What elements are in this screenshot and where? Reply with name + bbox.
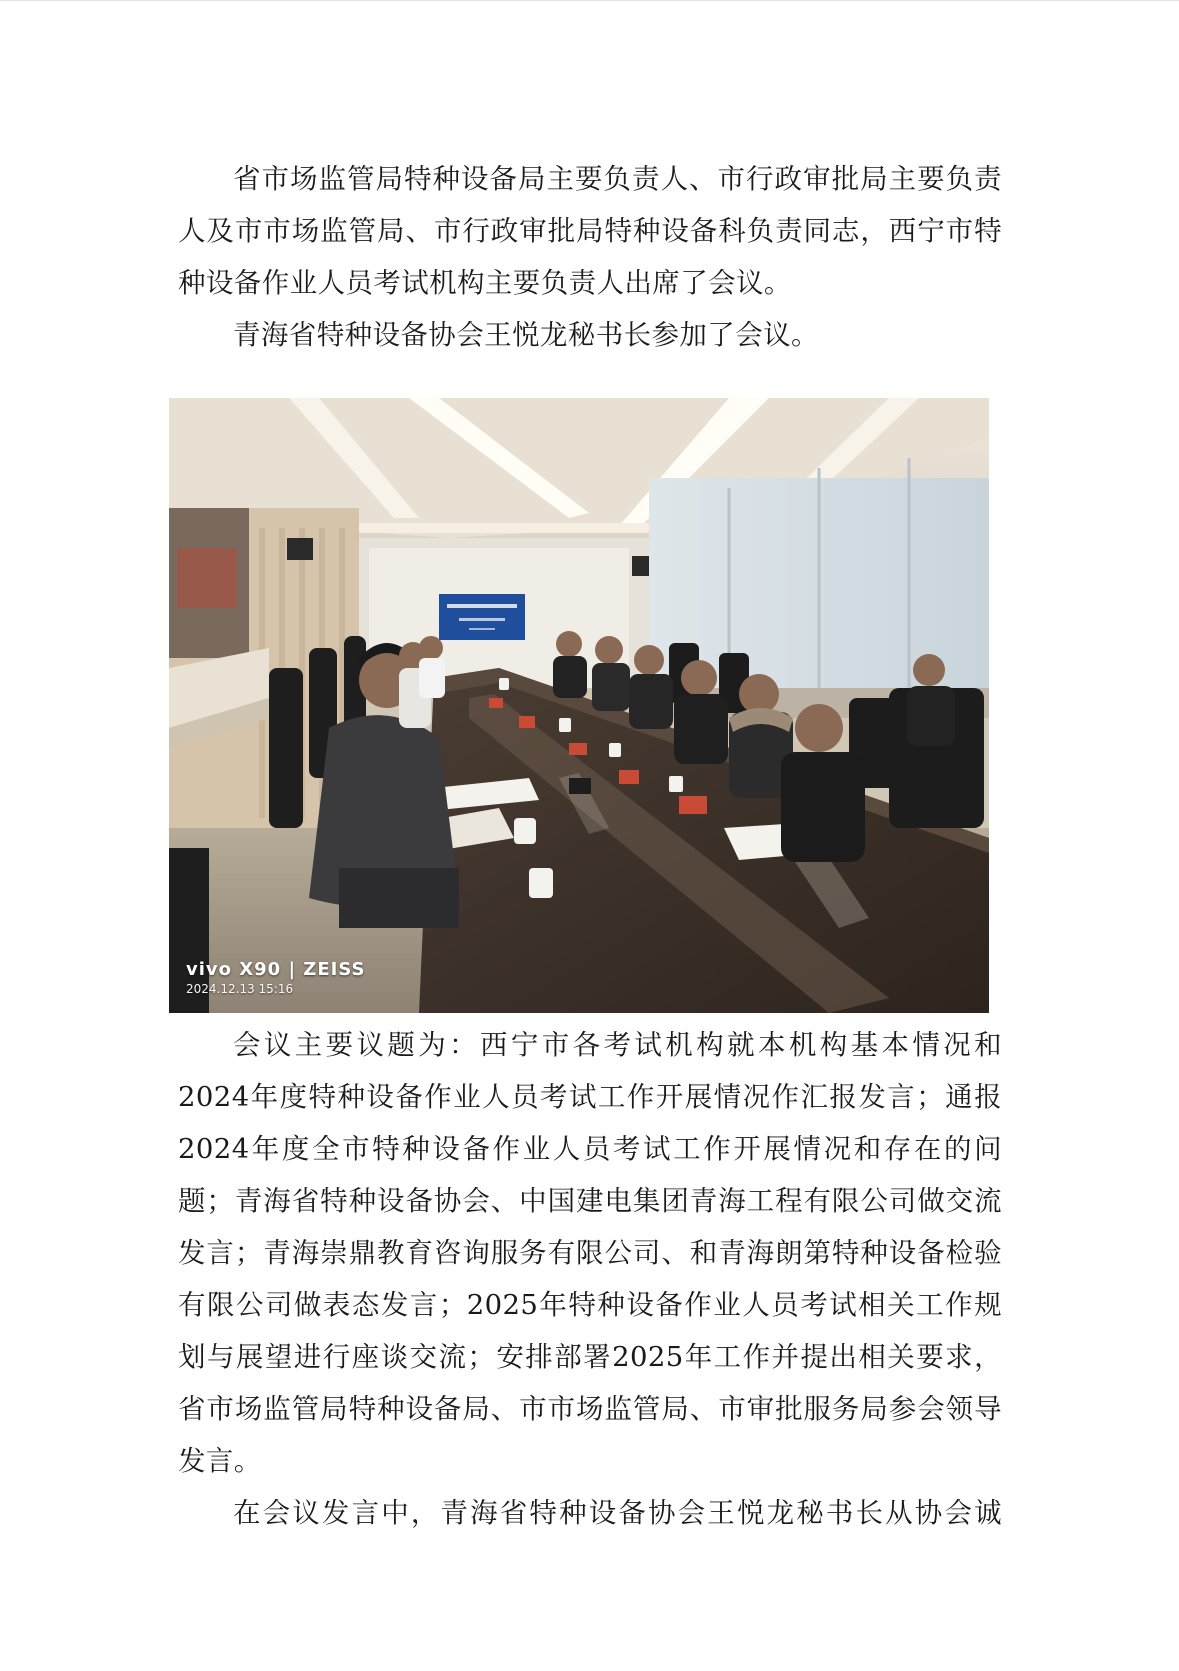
paragraph-attendees: 省市场监管局特种设备局主要负责人、市行政审批局主要负责人及市市场监管局、市行政审批局特种设备科负责同志，西宁市特种设备作业人员考试机构主要负责人出席了会议。 bbox=[178, 163, 1002, 299]
watermark-brand: vivo X90 | ZEISS bbox=[186, 959, 366, 980]
meeting-photo bbox=[169, 398, 989, 1013]
watermark-date: 2024.12.13 15:16 bbox=[186, 982, 294, 996]
text-block-top bbox=[178, 153, 1002, 361]
paragraph-agenda: 会议主要议题为：西宁市各考试机构就本机构基本情况和2024年度特种设备作业人员考试工作开展情况作汇报发言；通报2024年度全市特种设备作业人员考试工作开展情况和存在的问题；青海省特种设备协会、中国建电集团青海工程有限公司做交流发言；青海崇鼎教育咨询服务有限公司、和青海朗第特种设备检验有限公司做表态发言；2025年特种设备作业人员考试相关工作规划与展望进行座谈交流；安排部署2025年工作并提出相关要求，省市场监管局特种设备局、市市场监管局、市审批服务局参会领导发言。 bbox=[178, 1029, 1002, 1477]
paragraph-speech: 在会议发言中，青海省特种设备协会王悦龙秘书长从协会诚 bbox=[233, 1497, 1002, 1529]
paragraph-association: 青海省特种设备协会王悦龙秘书长参加了会议。 bbox=[233, 319, 819, 351]
text-block-bottom bbox=[178, 1019, 1002, 1539]
camera-watermark bbox=[186, 959, 365, 997]
meeting-room-illustration bbox=[169, 398, 989, 1013]
